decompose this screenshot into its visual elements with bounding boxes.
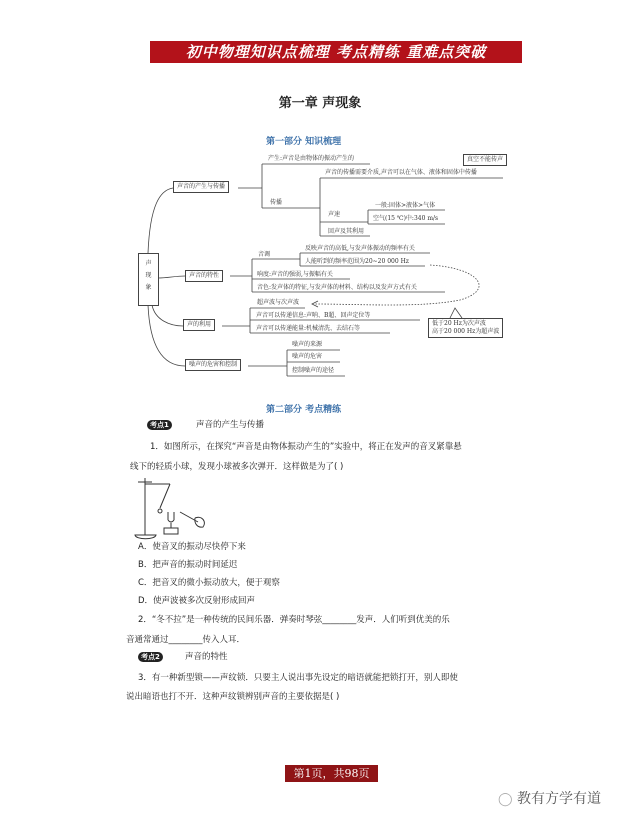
question-3-text: 说出暗语也打不开．这种声纹锁辨别声音的主要依据是( )	[126, 692, 340, 702]
question-1-text: 1．如图所示，在探究“声音是由物体振动产生的”实验中，将正在发声的音叉紧靠悬	[150, 442, 462, 452]
topic1-title: 声音的产生与传播	[196, 420, 265, 430]
mindmap-node: 产生:声音是由物体的振动产生的	[268, 155, 355, 162]
mindmap-node: 空气(15 ℃)中:340 m/s	[373, 215, 439, 222]
mindmap-branch-production: 声音的产生与传播	[173, 181, 229, 193]
brand-text: 教有方学有道	[517, 791, 602, 807]
mindmap-root: 声 现 象	[138, 253, 159, 306]
mindmap-node: 声音可以传递信息:声呐、B超、回声定位等	[256, 312, 371, 319]
mindmap-node: 人能听到的频率范围为20~20 000 Hz	[305, 258, 409, 265]
mindmap-branch-uses: 声的利用	[183, 319, 215, 331]
option-b: B．把声音的振动时间延迟	[138, 560, 238, 570]
page-number: 第1页，共98页	[285, 765, 378, 782]
callout-line: 低于20 Hz为次声波	[432, 320, 486, 327]
mindmap-node: 声音的传播需要介质,声音可以在气体、液体和固体中传播	[325, 169, 477, 176]
option-d: D．使声波被多次反射形成回声	[138, 596, 256, 606]
mindmap-node: 响度:声音的强弱,与振幅有关	[257, 271, 333, 278]
option-c: C．把音叉的微小振动放大，便于观察	[138, 578, 280, 588]
topic1-badge: 考点1	[147, 420, 172, 430]
option-a: A．使音叉的振动尽快停下来	[138, 542, 246, 552]
mindmap-node: 音色:发声体的特征,与发声体的材料、结构以及发声方式有关	[257, 284, 417, 291]
question-1-text: 线下的轻质小球，发现小球被多次弹开．这样做是为了( )	[130, 462, 344, 472]
question-2-text: 音通常通过________传入人耳．	[126, 635, 246, 645]
mindmap-node: 声速	[328, 211, 341, 218]
mindmap-node-vacuum: 真空不能传声	[463, 154, 507, 166]
callout-line: 高于20 000 Hz为超声波	[432, 328, 500, 335]
question-2-text: 2．“冬不拉”是一种传统的民间乐器．弹奏时琴弦________发声．人们听到优美的乐	[138, 615, 450, 625]
mindmap-node: 声音可以传递能量:机械清洗、去结石等	[256, 325, 361, 332]
topic2-title: 声音的特性	[185, 652, 228, 662]
wechat-icon: ◯	[498, 792, 513, 807]
mindmap-node: 噪声的危害	[292, 353, 323, 360]
mindmap-node: 反映声音的高低,与发声体振动的频率有关	[305, 245, 415, 252]
brand-watermark	[498, 788, 601, 808]
mindmap-branch-noise: 噪声的危害和控制	[185, 359, 241, 371]
mindmap-node: 一般:固体>液体>气体	[375, 202, 436, 209]
header-banner: 初中物理知识点梳理 考点精练 重难点突破	[150, 41, 522, 63]
chapter-title: 第一章 声现象	[278, 96, 362, 111]
topic2-badge: 考点2	[138, 652, 163, 662]
part2-title: 第二部分 考点精练	[266, 405, 342, 415]
mindmap-node: 噪声的来源	[292, 341, 323, 348]
mindmap-branch-characteristics: 声音的特性	[185, 270, 223, 282]
mindmap-node: 音调	[258, 251, 271, 258]
mindmap-node: 回声及其利用	[328, 228, 365, 235]
mindmap-node: 超声波与次声波	[257, 299, 300, 306]
mindmap-node: 控制噪声的途径	[292, 367, 335, 374]
mindmap-node: 传播	[270, 199, 283, 206]
question-3-text: 3．有一种新型锁——声纹锁．只要主人说出事先设定的暗语就能把锁打开，别人即使	[138, 673, 458, 683]
part1-title: 第一部分 知识梳理	[266, 137, 342, 147]
